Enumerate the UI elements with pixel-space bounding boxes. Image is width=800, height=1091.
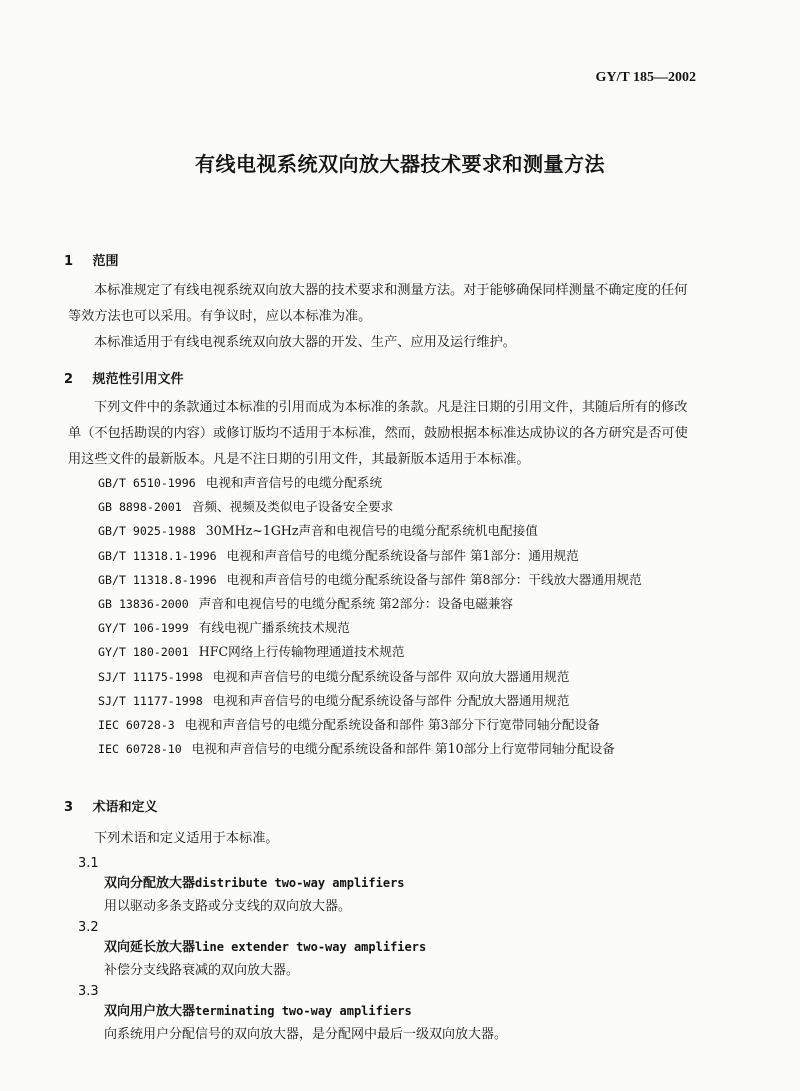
paragraph-text: 本标准规定了有线电视系统双向放大器的技术要求和测量方法。对于能够确保同样测量不确定度的任何等效方法也可以采用。有争议时，应以本标准为准。	[68, 283, 688, 324]
standard-code: GY/T 185—2002	[595, 70, 696, 85]
reference-title: 30MHz~1GHz声音和电视信号的电缆分配系统机电配接值	[205, 523, 538, 539]
normative-references-list	[98, 472, 718, 762]
term-number: 3.1	[78, 856, 99, 871]
term-name-en: line extender two-way amplifiers	[195, 940, 427, 954]
section-title: 术语和定义	[92, 800, 158, 815]
term-definition: 补偿分支线路衰减的双向放大器。	[104, 963, 300, 978]
reference-item	[98, 593, 718, 617]
reference-title: 电视和声音信号的电缆分配系统设备和部件 第10部分上行宽带同轴分配设备	[191, 741, 615, 757]
term-definition: 用以驱动多条支路或分支线的双向放大器。	[104, 899, 352, 914]
section-number: 3	[64, 800, 74, 815]
section-2-paragraph-1	[68, 395, 698, 473]
reference-title: HFC网络上行传输物理通道技术规范	[198, 644, 405, 660]
section-title: 范围	[92, 254, 119, 269]
reference-item	[98, 714, 718, 738]
reference-item	[98, 520, 718, 544]
reference-code: GB/T 9025-1988	[98, 524, 196, 539]
document-title: 有线电视系统双向放大器技术要求和测量方法	[195, 152, 605, 176]
reference-code: GB/T 11318.8-1996	[98, 572, 217, 587]
term-definition: 向系统用户分配信号的双向放大器，是分配网中最后一级双向放大器。	[104, 1027, 508, 1042]
reference-code: GB/T 6510-1996	[98, 476, 196, 490]
term-name-en: terminating two-way amplifiers	[195, 1004, 412, 1018]
reference-item	[98, 738, 718, 762]
section-1-heading	[64, 250, 119, 269]
reference-item	[98, 545, 718, 569]
section-1-paragraph-1	[68, 278, 698, 330]
section-number: 1	[64, 254, 74, 269]
term-name-zh: 双向分配放大器	[104, 876, 196, 891]
paragraph-text: 本标准适用于有线电视系统双向放大器的开发、生产、应用及运行维护。	[94, 335, 516, 350]
term-name	[104, 872, 405, 891]
section-number: 2	[64, 372, 74, 387]
reference-item	[98, 472, 718, 496]
term-name-zh: 双向延长放大器	[104, 940, 196, 955]
reference-item	[98, 641, 718, 665]
section-2-heading	[64, 368, 184, 387]
reference-code: SJ/T 11175-1998	[98, 669, 203, 684]
reference-code: SJ/T 11177-1998	[98, 693, 203, 708]
reference-code: IEC 60728-10	[98, 742, 182, 757]
reference-item	[98, 690, 718, 714]
term-name-zh: 双向用户放大器	[104, 1004, 196, 1019]
paragraph-text: 下列术语和定义适用于本标准。	[94, 831, 279, 846]
reference-code: GB/T 11318.1-1996	[98, 548, 217, 563]
reference-code: IEC 60728-3	[98, 717, 175, 732]
term-number: 3.3	[78, 984, 99, 999]
reference-title: 声音和电视信号的电缆分配系统 第2部分：设备电磁兼容	[198, 595, 514, 611]
reference-item	[98, 617, 718, 641]
reference-code: GB 8898-2001	[98, 500, 182, 515]
reference-code: GB 13836-2000	[98, 596, 189, 611]
reference-code: GY/T 106-1999	[98, 621, 189, 636]
term-name-en: distribute two-way amplifiers	[195, 876, 405, 890]
section-title: 规范性引用文件	[92, 372, 184, 387]
term-number: 3.2	[78, 920, 99, 935]
reference-code: GY/T 180-2001	[98, 645, 189, 660]
term-name	[104, 1000, 412, 1019]
paragraph-text: 下列文件中的条款通过本标准的引用而成为本标准的条款。凡是注日期的引用文件，其随后所有的修改单（不包括勘误的内容）或修订版均不适用于本标准，然而，鼓励根据本标准达成协议的各方研究是否可使用这些文件的最新版本。凡是不注日期的引用文件，其最新版本适用于本标准。	[68, 400, 688, 467]
reference-item	[98, 569, 718, 593]
reference-title: 电视和声音信号的电缆分配系统设备与部件 第1部分：通用规范	[226, 547, 579, 563]
section-1-paragraph-2	[68, 330, 698, 356]
reference-title: 电视和声音信号的电缆分配系统	[205, 475, 383, 490]
reference-title: 电视和声音信号的电缆分配系统设备与部件 第8部分：干线放大器通用规范	[226, 571, 642, 587]
section-3-paragraph-1	[68, 826, 698, 852]
term-name	[104, 936, 426, 955]
reference-item	[98, 666, 718, 690]
reference-title: 音频、视频及类似电子设备安全要求	[191, 499, 394, 515]
reference-title: 电视和声音信号的电缆分配系统设备与部件 双向放大器通用规范	[212, 668, 570, 684]
section-3-heading	[64, 796, 158, 815]
reference-title: 电视和声音信号的电缆分配系统设备和部件 第3部分下行宽带同轴分配设备	[184, 716, 600, 732]
reference-item	[98, 496, 718, 520]
reference-title: 有线电视广播系统技术规范	[198, 620, 350, 636]
reference-title: 电视和声音信号的电缆分配系统设备与部件 分配放大器通用规范	[212, 692, 570, 708]
